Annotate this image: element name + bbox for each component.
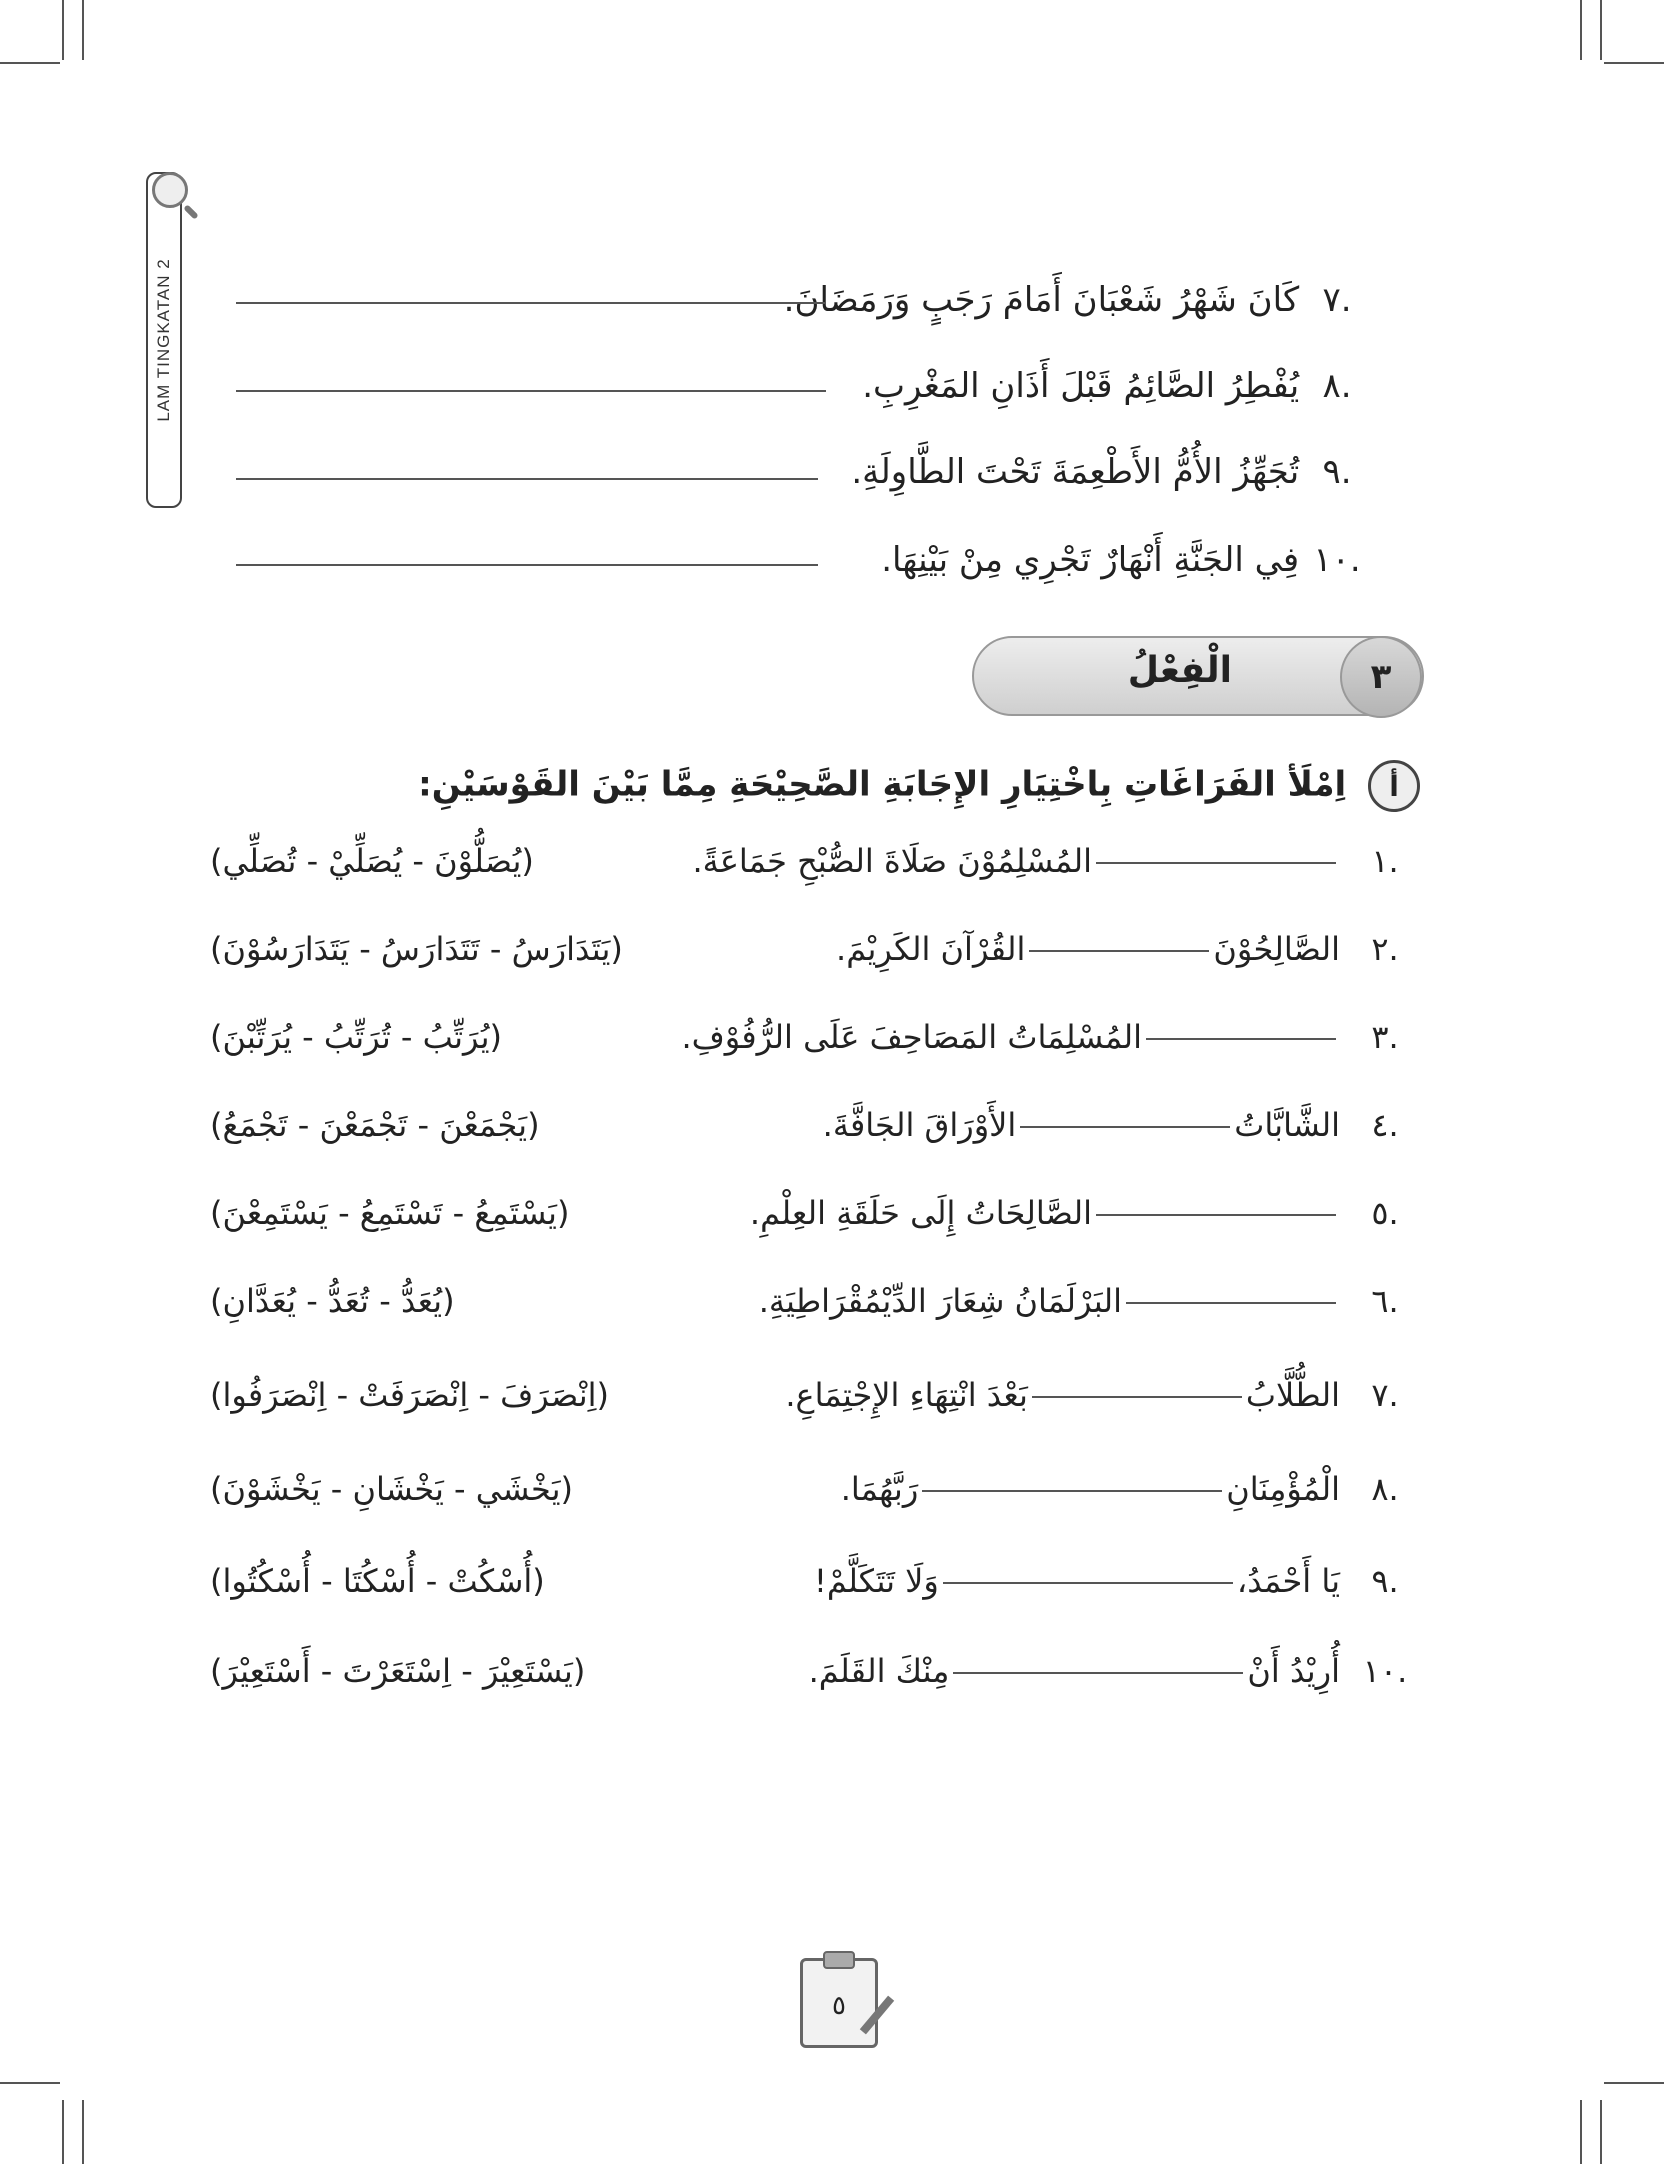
exercise-number: .٣: [1371, 1018, 1399, 1056]
item-text: يُفْطِرُ الصَّائِمُ قَبْلَ أَذَانِ المَغْرِبِ.: [862, 366, 1300, 406]
instruction-badge: أ: [1368, 760, 1420, 812]
exercise-number: .٤: [1371, 1106, 1399, 1144]
exercise-row: [210, 930, 1420, 980]
blank[interactable]: [1032, 1396, 1242, 1398]
crop-mark: [0, 2082, 60, 2084]
top-item: [784, 280, 1364, 320]
exercise-number: .٧: [1371, 1376, 1399, 1414]
exercise-choices: (أُسْكُتْ - أُسْكُتَا - أُسْكُتُوا): [210, 1562, 545, 1600]
answer-line[interactable]: [236, 390, 826, 392]
exercise-row: [210, 1194, 1420, 1244]
exercise-sentence: المُسْلِمَاتُ المَصَاحِفَ عَلَى الرُّفُوْفِ.: [681, 1018, 1340, 1056]
exercise-number: .٦: [1371, 1282, 1399, 1320]
answer-line[interactable]: [236, 302, 826, 304]
exercise-number: .٩: [1371, 1562, 1399, 1600]
item-number: .١٠: [1313, 540, 1361, 580]
page-number-clipboard: [800, 1958, 878, 2048]
item-text: فِي الجَنَّةِ أَنْهَارٌ تَجْرِي مِنْ بَيْنِهَا.: [881, 540, 1300, 580]
item-number: .٩: [1322, 452, 1352, 492]
blank[interactable]: [922, 1490, 1222, 1492]
exercise-choices: (اِنْصَرَفَ - اِنْصَرَفَتْ - اِنْصَرَفُوا): [210, 1376, 609, 1414]
exercise-sentence: أُرِيْدُ أَنْمِنْكَ القَلَمَ.: [808, 1652, 1340, 1690]
exercise-number: .٢: [1371, 930, 1399, 968]
blank[interactable]: [1126, 1302, 1336, 1304]
side-tab: [146, 172, 182, 508]
crop-mark: [62, 0, 64, 60]
blank[interactable]: [1146, 1038, 1336, 1040]
instruction-text: اِمْلَأ الفَرَاغَاتِ بِاخْتِيَارِ الإِجَابَةِ الصَّحِيْحَةِ مِمَّا بَيْنَ القَوْسَيْنِ:: [418, 764, 1347, 805]
top-item: [851, 452, 1364, 492]
crop-mark: [62, 2100, 64, 2164]
section-title: الْفِعْلُ: [1127, 650, 1232, 691]
exercise-sentence: الصَّالِحَاتُ إِلَى حَلَقَةِ العِلْمِ.: [750, 1194, 1340, 1232]
exercise-sentence: الشَّابَّاتُالأَوْرَاقَ الجَافَّةَ.: [822, 1106, 1340, 1144]
instruction: [418, 760, 1420, 812]
exercise-row: [210, 1470, 1420, 1520]
crop-mark: [0, 62, 60, 64]
top-item: [881, 540, 1364, 580]
exercise-choices: (يَخْشَي - يَخْشَانِ - يَخْشَوْنَ): [210, 1470, 574, 1508]
exercise-row: [210, 1376, 1420, 1426]
exercise-choices: (يَسْتَعِيْرَ - اِسْتَعَرْتَ - أَسْتَعِيْرَ): [210, 1652, 586, 1690]
blank[interactable]: [1096, 1214, 1336, 1216]
side-tab-label: LAM TINGKATAN 2: [154, 258, 173, 422]
exercise-choices: (يَجْمَعْنَ - تَجْمَعْنَ - تَجْمَعُ): [210, 1106, 540, 1144]
section-banner: [972, 636, 1424, 716]
answer-line[interactable]: [236, 478, 818, 480]
exercise-number: .١٠: [1362, 1652, 1408, 1690]
magnifier-icon: [152, 172, 188, 208]
crop-mark: [1604, 62, 1664, 64]
exercise-sentence: المُسْلِمُوْنَ صَلَاةَ الصُّبْحِ جَمَاعَةً.: [692, 842, 1340, 880]
crop-mark: [82, 0, 84, 60]
blank[interactable]: [943, 1582, 1233, 1584]
crop-mark: [1580, 0, 1582, 60]
exercise-row: [210, 842, 1420, 892]
page-number: ٥: [832, 1991, 846, 2021]
item-number: .٨: [1322, 366, 1352, 406]
exercise-choices: (يُصَلُّوْنَ - يُصَلِّيْ - تُصَلِّي): [210, 842, 534, 880]
crop-mark: [1604, 2082, 1664, 2084]
blank[interactable]: [953, 1672, 1243, 1674]
item-number: .٧: [1322, 280, 1352, 320]
section-number: ٣: [1340, 636, 1422, 718]
exercise-number: .١: [1371, 842, 1399, 880]
crop-mark: [1600, 2100, 1602, 2164]
crop-mark: [1600, 0, 1602, 60]
crop-mark: [1580, 2100, 1582, 2164]
exercise-row: [210, 1018, 1420, 1068]
exercise-sentence: الطُّلَّابُبَعْدَ انْتِهَاءِ الإِجْتِمَاعِ.: [785, 1376, 1340, 1414]
exercise-sentence: الْمُؤْمِنَانِرَبَّهُمَا.: [840, 1470, 1340, 1508]
exercise-choices: (يَتَدَارَسُ - تَتَدَارَسُ - يَتَدَارَسُوْنَ): [210, 930, 623, 968]
exercise-number: .٨: [1371, 1470, 1399, 1508]
exercise-row: [210, 1652, 1420, 1702]
exercise-number: .٥: [1371, 1194, 1399, 1232]
answer-line[interactable]: [236, 564, 818, 566]
crop-mark: [82, 2100, 84, 2164]
item-text: كَانَ شَهْرُ شَعْبَانَ أَمَامَ رَجَبٍ وَرَمَضَانَ.: [783, 280, 1300, 320]
exercise-row: [210, 1282, 1420, 1332]
blank[interactable]: [1029, 950, 1209, 952]
exercise-row: [210, 1562, 1420, 1612]
exercise-choices: (يَسْتَمِعُ - تَسْتَمِعُ - يَسْتَمِعْنَ): [210, 1194, 570, 1232]
item-text: تُجَهِّزُ الأُمُّ الأَطْعِمَةَ تَحْتَ الطَّاوِلَةِ.: [851, 452, 1300, 492]
exercise-sentence: البَرْلَمَانُ شِعَارَ الدِّيْمُقْرَاطِيَةِ.: [759, 1282, 1340, 1320]
exercise-row: [210, 1106, 1420, 1156]
blank[interactable]: [1020, 1126, 1230, 1128]
exercise-choices: (يُعَدُّ - تُعَدُّ - يُعَدَّانِ): [210, 1282, 455, 1320]
exercise-choices: (يُرَتِّبُ - تُرَتِّبُ - يُرَتِّبْنَ): [210, 1018, 503, 1056]
blank[interactable]: [1096, 862, 1336, 864]
exercise-sentence: الصَّالِحُوْنَالقُرْآنَ الكَرِيْمَ.: [836, 930, 1340, 968]
exercise-sentence: يَا أَحْمَدُ،وَلَا تَتَكَلَّمْ!: [814, 1562, 1340, 1600]
top-item: [862, 366, 1364, 406]
